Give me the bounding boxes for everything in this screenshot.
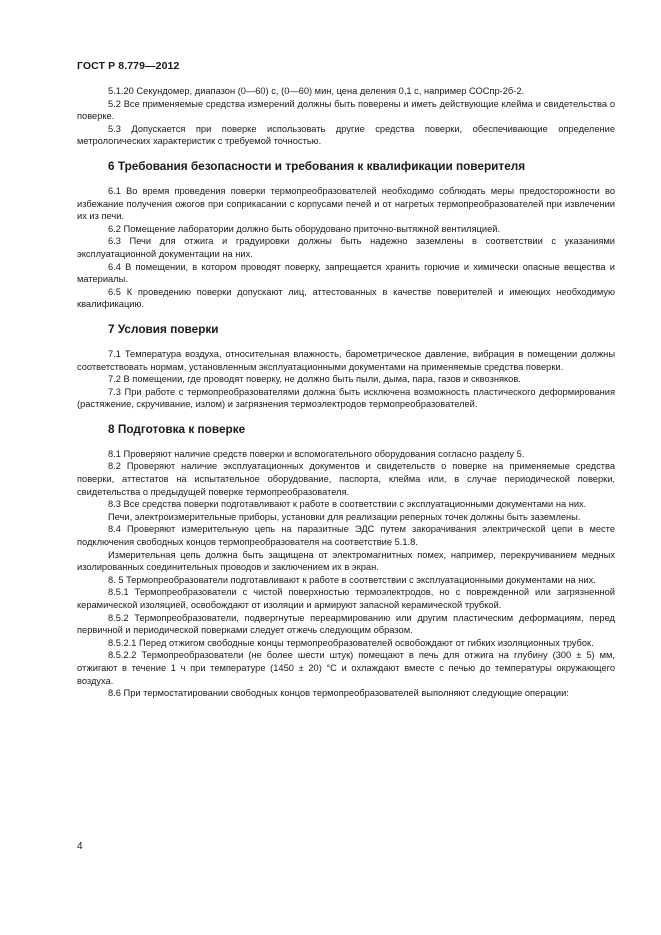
paragraph: Измерительная цепь должна быть защищена от электромагнитных помех, например, перекручиванием медных изолированных соединительных проводов и заключением их в экран. (77, 549, 615, 573)
section-8-body (77, 448, 615, 700)
paragraph: 5.3 Допускается при поверке использовать другие средства поверки, обеспечивающие определение метрологических характеристик с требуемой точностью. (77, 123, 615, 147)
paragraph: 8.5.2.1 Перед отжигом свободные концы термопреобразователей освобождают от гибких изоляционных трубок. (108, 637, 594, 648)
section-6-title: 6 Требования безопасности и требования к квалификации поверителя (108, 158, 526, 173)
paragraph: 8.5.2 Термопреобразователи, подвергнутые переармированию или другим пластическим деформациям, перед первичной и периодической поверками следует отжечь следующим образом. (77, 612, 615, 636)
paragraph: 7.1 Температура воздуха, относительная влажность, барометрическое давление, вибрация в помещении должны соответствовать нормам, установленным эксплуатационными документами на применяемые средства поверки. (77, 348, 615, 372)
paragraph: 8.2 Проверяют наличие эксплуатационных документов и свидетельств о поверке на применяемые средства поверки, аттестатов на испытательное оборудование, паспорта, клейма или, в случае периодической поверки, свидетельства о предыдущей поверке термопреобразователя. (77, 461, 615, 497)
paragraph: 7.2 В помещении, где проводят поверку, не должно быть пыли, дыма, пара, газов и сквозняков. (108, 374, 521, 385)
paragraph: 6.5 К проведению поверки допускают лиц, аттестованных в качестве поверителей и имеющих необходимую квалификацию. (77, 286, 615, 310)
page-content (77, 85, 615, 700)
section-8-title: 8 Подготовка к поверке (108, 421, 246, 436)
paragraph: 6.4 В помещении, в котором проводят поверку, запрещается хранить горючие и химически опасные вещества и материалы. (77, 261, 615, 285)
paragraph: 6.3 Печи для отжига и градуировки должны быть надежно заземлены в соответствии с указаниями эксплуатационной документации на них. (77, 236, 615, 259)
paragraph: 8.4 Проверяют измерительную цепь на паразитные ЭДС путем закорачивания электрической цепи в месте подключения свободных концов термопреобразователя на соответствие 5.1.8. (77, 524, 615, 548)
document-header: ГОСТ Р 8.779—2012 (77, 60, 180, 72)
paragraph: 6.2 Помещение лаборатории должно быть оборудовано приточно-вытяжной вентиляцией. (108, 223, 501, 234)
paragraph: 8.3 Все средства поверки подготавливают к работе в соответствии с эксплуатационными документами на них. (108, 499, 587, 510)
section-6-body (77, 185, 615, 311)
paragraph: 5.1.20 Секундомер, диапазон (0—60) с, (0—60) мин, цена деления 0,1 с, например СОСпр-2б-2. (108, 86, 525, 96)
paragraph: 5.2 Все применяемые средства измерений должны быть поверены и иметь действующие клейма и свидетельства о поверке. (77, 98, 615, 122)
section-5-tail (77, 85, 615, 148)
paragraph: 8.6 При термостатировании свободных концов термопреобразователей выполняют следующие операции: (108, 688, 569, 699)
paragraph: 8. 5 Термопреобразователи подготавливают к работе в соответствии с эксплуатационными документами на них. (108, 574, 596, 585)
paragraph: 8.5.1 Термопреобразователи с чистой поверхностью термоэлектродов, но с поврежденной или загрязненной керамической изоляцией, освобождают от изоляции и армируют запасной керамической трубкой. (77, 587, 615, 610)
paragraph: 6.1 Во время проведения поверки термопреобразователей необходимо соблюдать меры предосторожности во избежание получения ожогов при соприкасании с корпусами печей и от нагретых термопреобразователей при извлечении их из печи. (77, 185, 615, 222)
paragraph: 7.3 При работе с термопреобразователями должна быть исключена возможность пластического деформирования (растяжение, скручивание, излом) и загрязнения термоэлектродов термопреобразователей. (77, 386, 615, 410)
paragraph: Печи, электроизмерительные приборы, установки для реализации реперных точек должны быть заземлены. (108, 511, 581, 522)
page-number: 4 (77, 841, 83, 852)
section-7-body (77, 348, 615, 411)
paragraph: 8.5.2.2 Термопреобразователи (не более шести штук) помещают в печь для отжига на глубину (300 ± 5) мм, отжигают в течение 1 ч при температуре (1450 ± 20) °С и охлаждают вместе с печью до температуры окружающего воздуха. (77, 650, 615, 686)
section-7-title: 7 Условия поверки (108, 321, 219, 336)
paragraph: 8.1 Проверяют наличие средств поверки и вспомогательного оборудования согласно разделу 5. (108, 448, 525, 459)
